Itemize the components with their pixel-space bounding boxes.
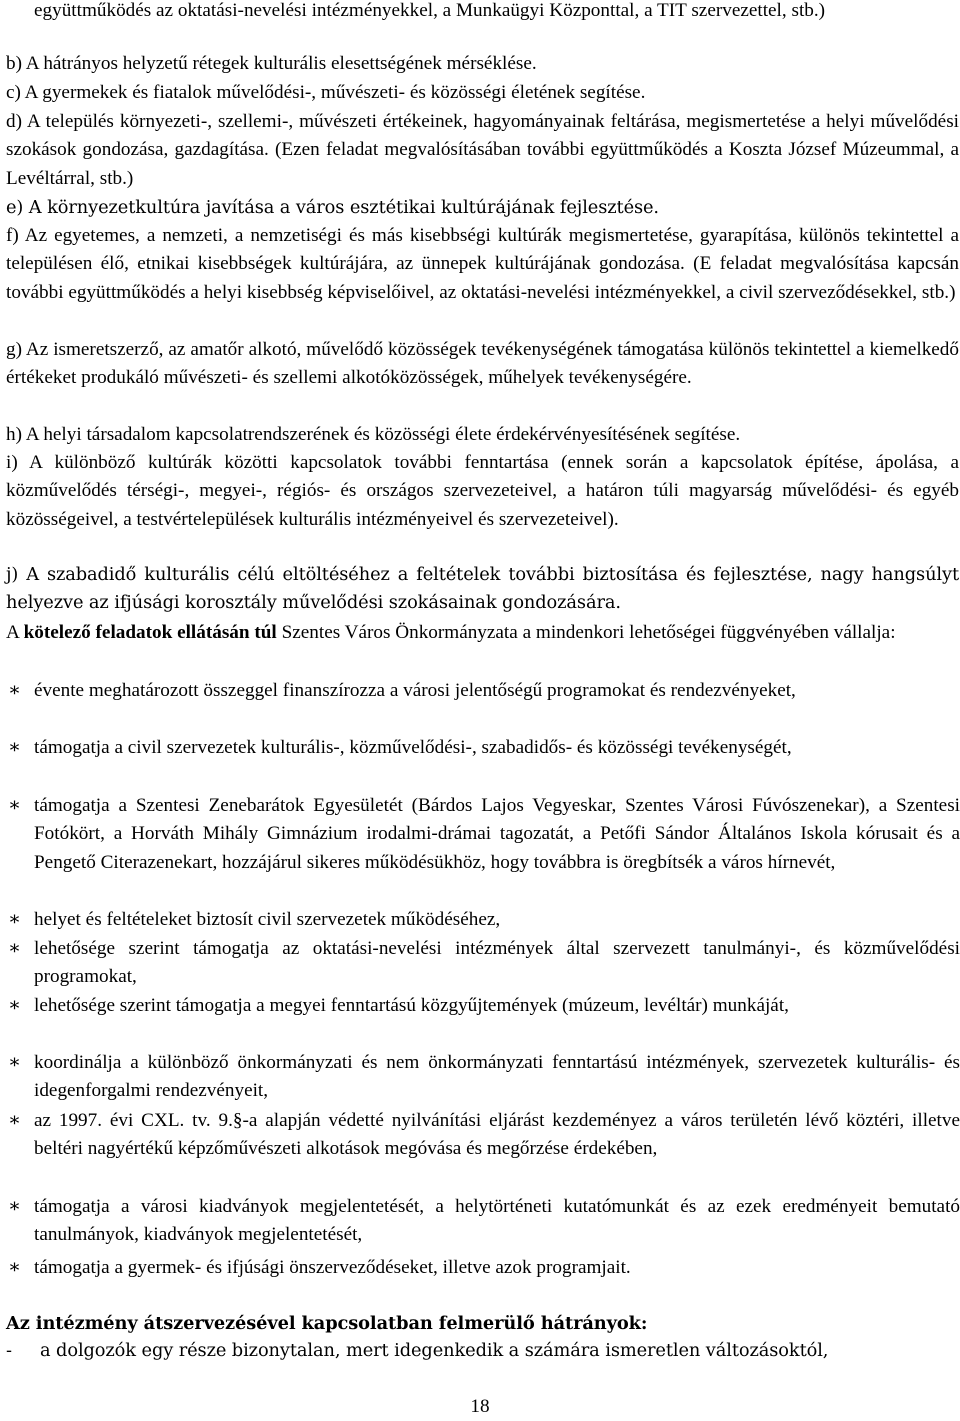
bullet-text: támogatja a Szentesi Zenebarátok Egyesületét (Bárdos Lajos Vegyeskar, Szentes Városi Fúvószenekar), a Szentesi Fotókört, a Horváth Mihály Gimnázium irodalmi-drámai tagozatát, a Petőfi Sándor Általános Iskola kórusait és a Pengető Citerazenekart, hozzájárul sikeres működésükhöz, hogy továbbra is öregbítsék a város hírnevét, — [34, 795, 960, 873]
bullet-text: támogatja a városi kiadványok megjelentetését, a helytörténeti kutatómunkát és az ezek eredményeit bemutató tanulmányok, kiadványok megjelentetését, — [34, 1196, 960, 1246]
bullet-item — [8, 792, 960, 877]
asterisk-bullet-icon: ∗ — [8, 1196, 22, 1217]
bullet-item — [8, 906, 960, 934]
asterisk-bullet-icon: ∗ — [8, 680, 22, 701]
bullet-item — [8, 1254, 960, 1282]
bullet-text: támogatja a gyermek- és ifjúsági önszerveződéseket, illetve azok programjait. — [34, 1257, 631, 1278]
asterisk-bullet-icon: ∗ — [8, 1052, 22, 1073]
paragraph-h: h) A helyi társadalom kapcsolatrendszerének és közösségi élete érdekérvényesítésének segítése. — [6, 424, 741, 445]
paragraph-d — [6, 108, 959, 193]
bullet-text: támogatja a civil szervezetek kulturális-, közművelődési-, szabadidős- és közösségi tevékenységét, — [34, 737, 792, 758]
commitment-prefix: A — [6, 622, 24, 643]
asterisk-bullet-icon: ∗ — [8, 737, 22, 758]
paragraph-e: e) A környezetkultúra javítása a város esztétikai kultúrájának fejlesztése. — [6, 197, 659, 218]
paragraph-b: b) A hátrányos helyzetű rétegek kulturális elesettségének mérséklése. — [6, 53, 537, 74]
asterisk-bullet-icon: ∗ — [8, 795, 22, 816]
bullet-text: koordinálja a különböző önkormányzati és nem önkormányzati fenntartású intézmények, szervezetek kulturális- és idegenforgalmi rendezvényeit, — [34, 1052, 960, 1102]
bullet-item — [8, 935, 960, 992]
section-heading: Az intézmény átszervezésével kapcsolatban felmerülő hátrányok: — [6, 1313, 648, 1334]
commitment-paragraph — [6, 619, 959, 647]
dash-item-text: a dolgozók egy része bizonytalan, mert idegenkedik a számára ismeretlen változásoktól, — [40, 1340, 829, 1361]
dash-bullet-icon: - — [6, 1340, 12, 1361]
bullet-item — [8, 1107, 960, 1164]
asterisk-bullet-icon: ∗ — [8, 938, 22, 959]
paragraph-j: j) A szabadidő kulturális célú eltöltéséhez a feltételek további biztosítása és fejlesztése, nagy hangsúlyt helyezve az ifjúsági korosztály művelődési szokásainak gondozására. — [6, 564, 959, 614]
asterisk-bullet-icon: ∗ — [8, 1110, 22, 1131]
bullet-text: lehetősége szerint támogatja a megyei fenntartású közgyűjtemények (múzeum, levéltár) munkáját, — [34, 995, 789, 1016]
paragraph-c: c) A gyermekek és fiatalok művelődési-, művészeti- és közösségi életének segítése. — [6, 82, 646, 103]
bullet-text: lehetősége szerint támogatja az oktatási-nevelési intézmények által szervezett tanulmányi-, és közművelődési programokat, — [34, 938, 960, 988]
bullet-item — [8, 1193, 960, 1250]
commitment-bold: kötelező feladatok ellátásán túl — [23, 622, 277, 643]
page-number: 18 — [470, 1396, 490, 1417]
paragraph-i: i) A különböző kultúrák közötti kapcsolatok további fenntartása (ennek során a kapcsolatok építése, ápolása, a közművelődés térségi-, megyei-, régiós- és országos szervezeteivel, a határon túli magyarság művelődési- és egyéb közösségeivel, a testvértelepülések kulturális intézményeivel és szervezeteivel). — [6, 452, 959, 530]
asterisk-bullet-icon: ∗ — [8, 909, 22, 930]
bullet-item — [8, 992, 960, 1020]
paragraph-d-text: d) A település környezeti-, szellemi-, művészeti értékeinek, hagyományainak feltárása, megismertetése a helyi művelődési szokások gondozása, gazdagítása. (Ezen feladat megvalósításában további együttműködés a Koszta József Múzeummal, a Levéltárral, stb.) — [6, 111, 959, 189]
commitment-suffix: Szentes Város Önkormányzata a mindenkori lehetőségei függvényében vállalja: — [276, 622, 896, 643]
bullet-text: helyet és feltételeket biztosít civil szervezetek működéséhez, — [34, 909, 501, 930]
bullet-text: évente meghatározott összeggel finanszírozza a városi jelentőségű programokat és rendezvényeket, — [34, 680, 796, 701]
paragraph-a-continuation: együttműködés az oktatási-nevelési intézményekkel, a Munkaügyi Központtal, a TIT szervezettel, stb.) — [34, 0, 826, 21]
paragraph-g: g) Az ismeretszerző, az amatőr alkotó, művelődő közösségek tevékenységének támogatása különös tekintettel a kiemelkedő értékeket produkáló művészeti- és szellemi alkotóközösségek, műhelyek tevékenységére. — [6, 339, 959, 389]
bullet-item — [8, 1049, 960, 1106]
bullet-item — [8, 734, 960, 762]
bullet-item — [8, 677, 960, 705]
bullet-text: az 1997. évi CXL. tv. 9.§-a alapján védetté nyilvánítási eljárást kezdeményez a város területén lévő köztéri, illetve beltéri nagyértékű képzőművészeti alkotások megóvása és megőrzése érdekében, — [34, 1110, 960, 1160]
paragraph-f: f) Az egyetemes, a nemzeti, a nemzetiségi és más kisebbségi kultúrák megismertetése, gyarapítása, különös tekintettel a településen élő, etnikai kisebbségek kultúrájára, az ünnepek kultúrájának gondozása. (E feladat megvalósítása kapcsán további együttműködés a helyi kisebbség képviselőivel, az oktatási-nevelési intézményekkel, a civil szerveződésekkel, stb.) — [6, 225, 959, 303]
asterisk-bullet-icon: ∗ — [8, 1257, 22, 1278]
asterisk-bullet-icon: ∗ — [8, 995, 22, 1016]
dash-list-item — [6, 1337, 956, 1365]
